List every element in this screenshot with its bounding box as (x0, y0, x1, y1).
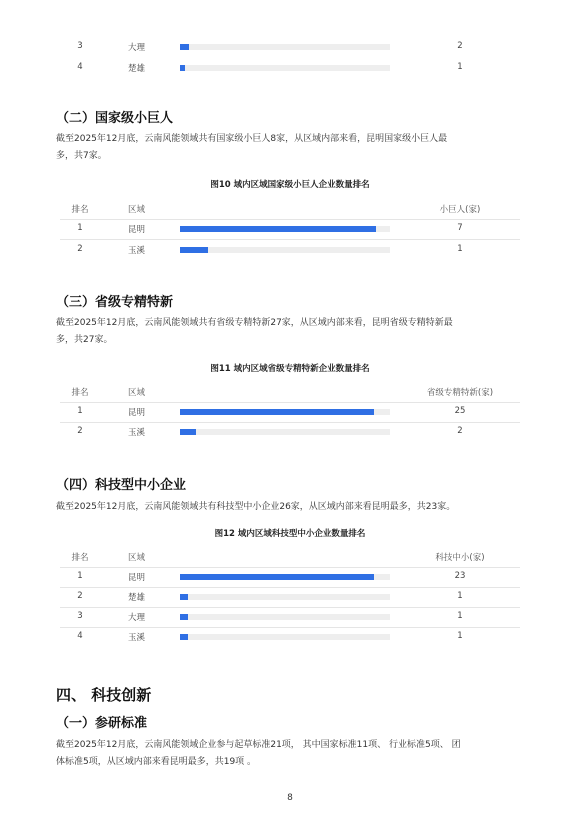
rank-cell: 3 (77, 41, 83, 51)
table-row (60, 219, 520, 240)
value-cell: 1 (457, 62, 463, 72)
header-rank: 排名 (71, 205, 89, 215)
region-cell: 大理 (128, 613, 146, 623)
region-cell: 玉溪 (128, 633, 146, 643)
rank-cell: 3 (77, 611, 83, 621)
region-cell: 楚雄 (128, 64, 146, 74)
section-heading: （四）科技型中小企业 (56, 478, 187, 493)
header-rank: 排名 (71, 553, 89, 563)
table-row (60, 240, 520, 260)
figure-title: 图10 域内区域国家级小巨人企业数量排名 (210, 180, 370, 190)
bar-track (180, 65, 390, 71)
bar-track (180, 429, 390, 435)
region-cell: 大理 (128, 43, 146, 53)
bar-fill (180, 226, 376, 232)
value-cell: 23 (454, 571, 466, 581)
bar-track (180, 409, 390, 415)
bar-fill (180, 247, 208, 253)
rank-cell: 2 (77, 591, 83, 601)
table-row (60, 402, 520, 423)
value-cell: 25 (454, 406, 466, 416)
bar-track (180, 44, 390, 50)
value-cell: 2 (457, 41, 463, 51)
paragraph-line: 截至2025年12月底，云南风能领域企业参与起草标准21项， 其中国家标准11项、 行业标准5项、 团 (56, 740, 461, 750)
table-row (60, 587, 520, 608)
table-row (60, 567, 520, 588)
bar-track (180, 574, 390, 580)
value-cell: 1 (457, 631, 463, 641)
bar-fill (180, 634, 188, 640)
bar-fill (180, 44, 189, 50)
header-region: 区域 (128, 388, 146, 398)
table-header (60, 199, 520, 220)
bar-fill (180, 614, 188, 620)
section-heading: （一）参研标准 (56, 716, 148, 731)
value-cell: 1 (457, 611, 463, 621)
table-row (60, 58, 520, 78)
paragraph-line: 截至2025年12月底，云南风能领域共有科技型中小企业26家，从区域内部来看昆明最多，共23家。 (56, 502, 456, 512)
region-cell: 昆明 (128, 573, 146, 583)
paragraph-line: 体标准5项，从区域内部来看昆明最多，共19项 。 (56, 757, 257, 767)
rank-cell: 1 (77, 406, 83, 416)
region-cell: 玉溪 (128, 246, 146, 256)
section-paragraph (56, 737, 526, 771)
bar-track (180, 226, 390, 232)
table-row (60, 422, 520, 442)
bar-fill (180, 409, 374, 415)
header-region: 区域 (128, 205, 146, 215)
table-row (60, 627, 520, 647)
paragraph-line: 截至2025年12月底，云南风能领域共有国家级小巨人8家，从区域内部来看，昆明国家级小巨人最 (56, 134, 448, 144)
rank-cell: 2 (77, 244, 83, 254)
rank-cell: 1 (77, 571, 83, 581)
paragraph-line: 截至2025年12月底，云南风能领域共有省级专精特新27家，从区域内部来看，昆明省级专精特新最 (56, 318, 453, 328)
figure-title: 图11 域内区域省级专精特新企业数量排名 (210, 364, 370, 374)
bar-fill (180, 594, 188, 600)
region-cell: 昆明 (128, 408, 146, 418)
bar-fill (180, 65, 185, 71)
header-value: 科技中小(家) (435, 553, 485, 563)
value-cell: 7 (457, 223, 463, 233)
page-number: 8 (287, 793, 293, 803)
header-rank: 排名 (71, 388, 89, 398)
bar-track (180, 247, 390, 253)
bar-track (180, 634, 390, 640)
bar-track (180, 594, 390, 600)
bar-track (180, 614, 390, 620)
region-cell: 玉溪 (128, 428, 146, 438)
table-header (60, 547, 520, 568)
section-paragraph (56, 131, 526, 165)
section-paragraph (56, 499, 526, 516)
table-row (60, 37, 520, 57)
rank-cell: 4 (77, 62, 83, 72)
bar-fill (180, 429, 196, 435)
rank-cell: 2 (77, 426, 83, 436)
header-region: 区域 (128, 553, 146, 563)
figure-title: 图12 域内区域科技型中小企业数量排名 (214, 529, 366, 539)
paragraph-line: 多，共7家。 (56, 151, 107, 161)
section-heading: （二）国家级小巨人 (56, 111, 174, 126)
section-paragraph (56, 315, 526, 349)
paragraph-line: 多，共27家。 (56, 335, 113, 345)
value-cell: 1 (457, 244, 463, 254)
value-cell: 1 (457, 591, 463, 601)
region-cell: 楚雄 (128, 593, 146, 603)
table-header (60, 382, 520, 403)
rank-cell: 1 (77, 223, 83, 233)
value-cell: 2 (457, 426, 463, 436)
section-heading: （三）省级专精特新 (56, 295, 174, 310)
header-value: 省级专精特新(家) (426, 388, 494, 398)
rank-cell: 4 (77, 631, 83, 641)
region-cell: 昆明 (128, 225, 146, 235)
bar-fill (180, 574, 374, 580)
chapter-heading: 四、 科技创新 (56, 686, 152, 704)
header-value: 小巨人(家) (439, 205, 481, 215)
table-row (60, 607, 520, 628)
